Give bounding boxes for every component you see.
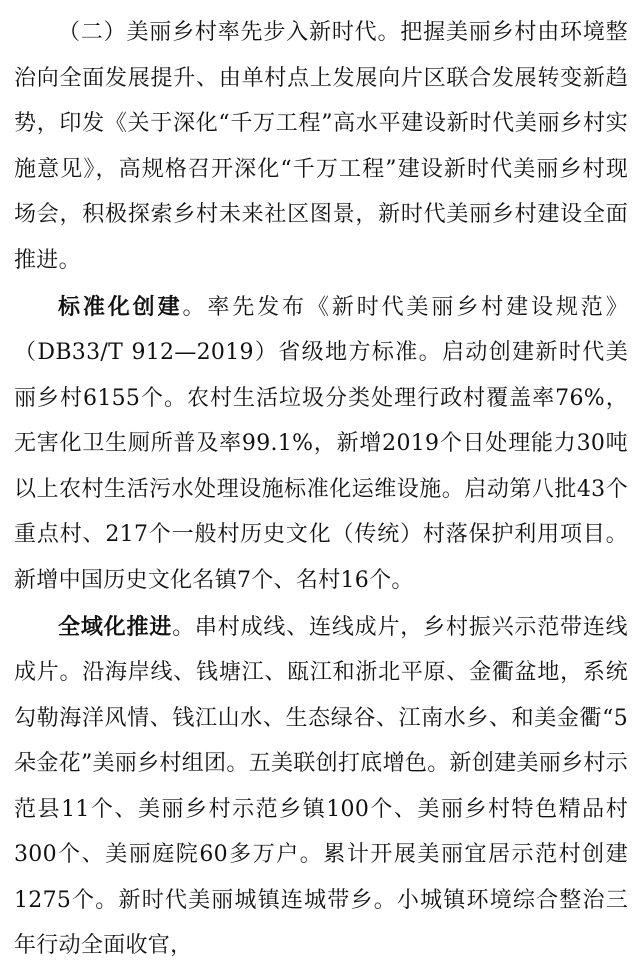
paragraph-standardization-text: 。率先发布《新时代美丽乡村建设规范》（DB33/T 912—2019）省级地方标准。启动创建新时代美丽乡村6155个。农村生活垃圾分类处理行政村覆盖率76%，无害化卫生厕所普及率99.1%，新增2019个日处理能力30吨以上农村生活污水处理设施标准化运维设施。启动第八批43个重点村、217个一般村历史文化（传统）村落保护利用项目。新增中国历史文化名镇7个、名村16个。 [14, 294, 628, 593]
paragraph-standardization [14, 285, 628, 604]
paragraph-intro [14, 10, 628, 283]
paragraph-region-wide-text: 。串村成线、连线成片，乡村振兴示范带连线成片。沿海岸线、钱塘江、瓯江和浙北平原、金衢盆地，系统勾勒海洋风情、钱江山水、生态绿谷、江南水乡、和美金衢“5朵金花”美丽乡村组团。五美联创打底增色。新创建美丽乡村示范县11个、美丽乡村示范乡镇100个、美丽乡村特色精品村300个、美丽庭院60多万户。累计开展美丽宜居示范村创建1275个。新时代美丽城镇连城带乡。小城镇环境综合整治三年行动全面收官， [14, 614, 628, 958]
paragraph-region-wide [14, 605, 628, 969]
paragraph-intro-text: （二）美丽乡村率先步入新时代。把握美丽乡村由环境整治向全面发展提升、由单村点上发展向片区联合发展转变新趋势，印发《关于深化“千万工程”高水平建设新时代美丽乡村实施意见》，高规格召开深化“千万工程”建设新时代美丽乡村现场会，积极探索乡村未来社区图景，新时代美丽乡村建设全面推进。 [14, 20, 628, 273]
paragraph-standardization-heading: 标准化创建 [58, 294, 183, 320]
paragraph-region-wide-heading: 全域化推进 [58, 614, 173, 640]
